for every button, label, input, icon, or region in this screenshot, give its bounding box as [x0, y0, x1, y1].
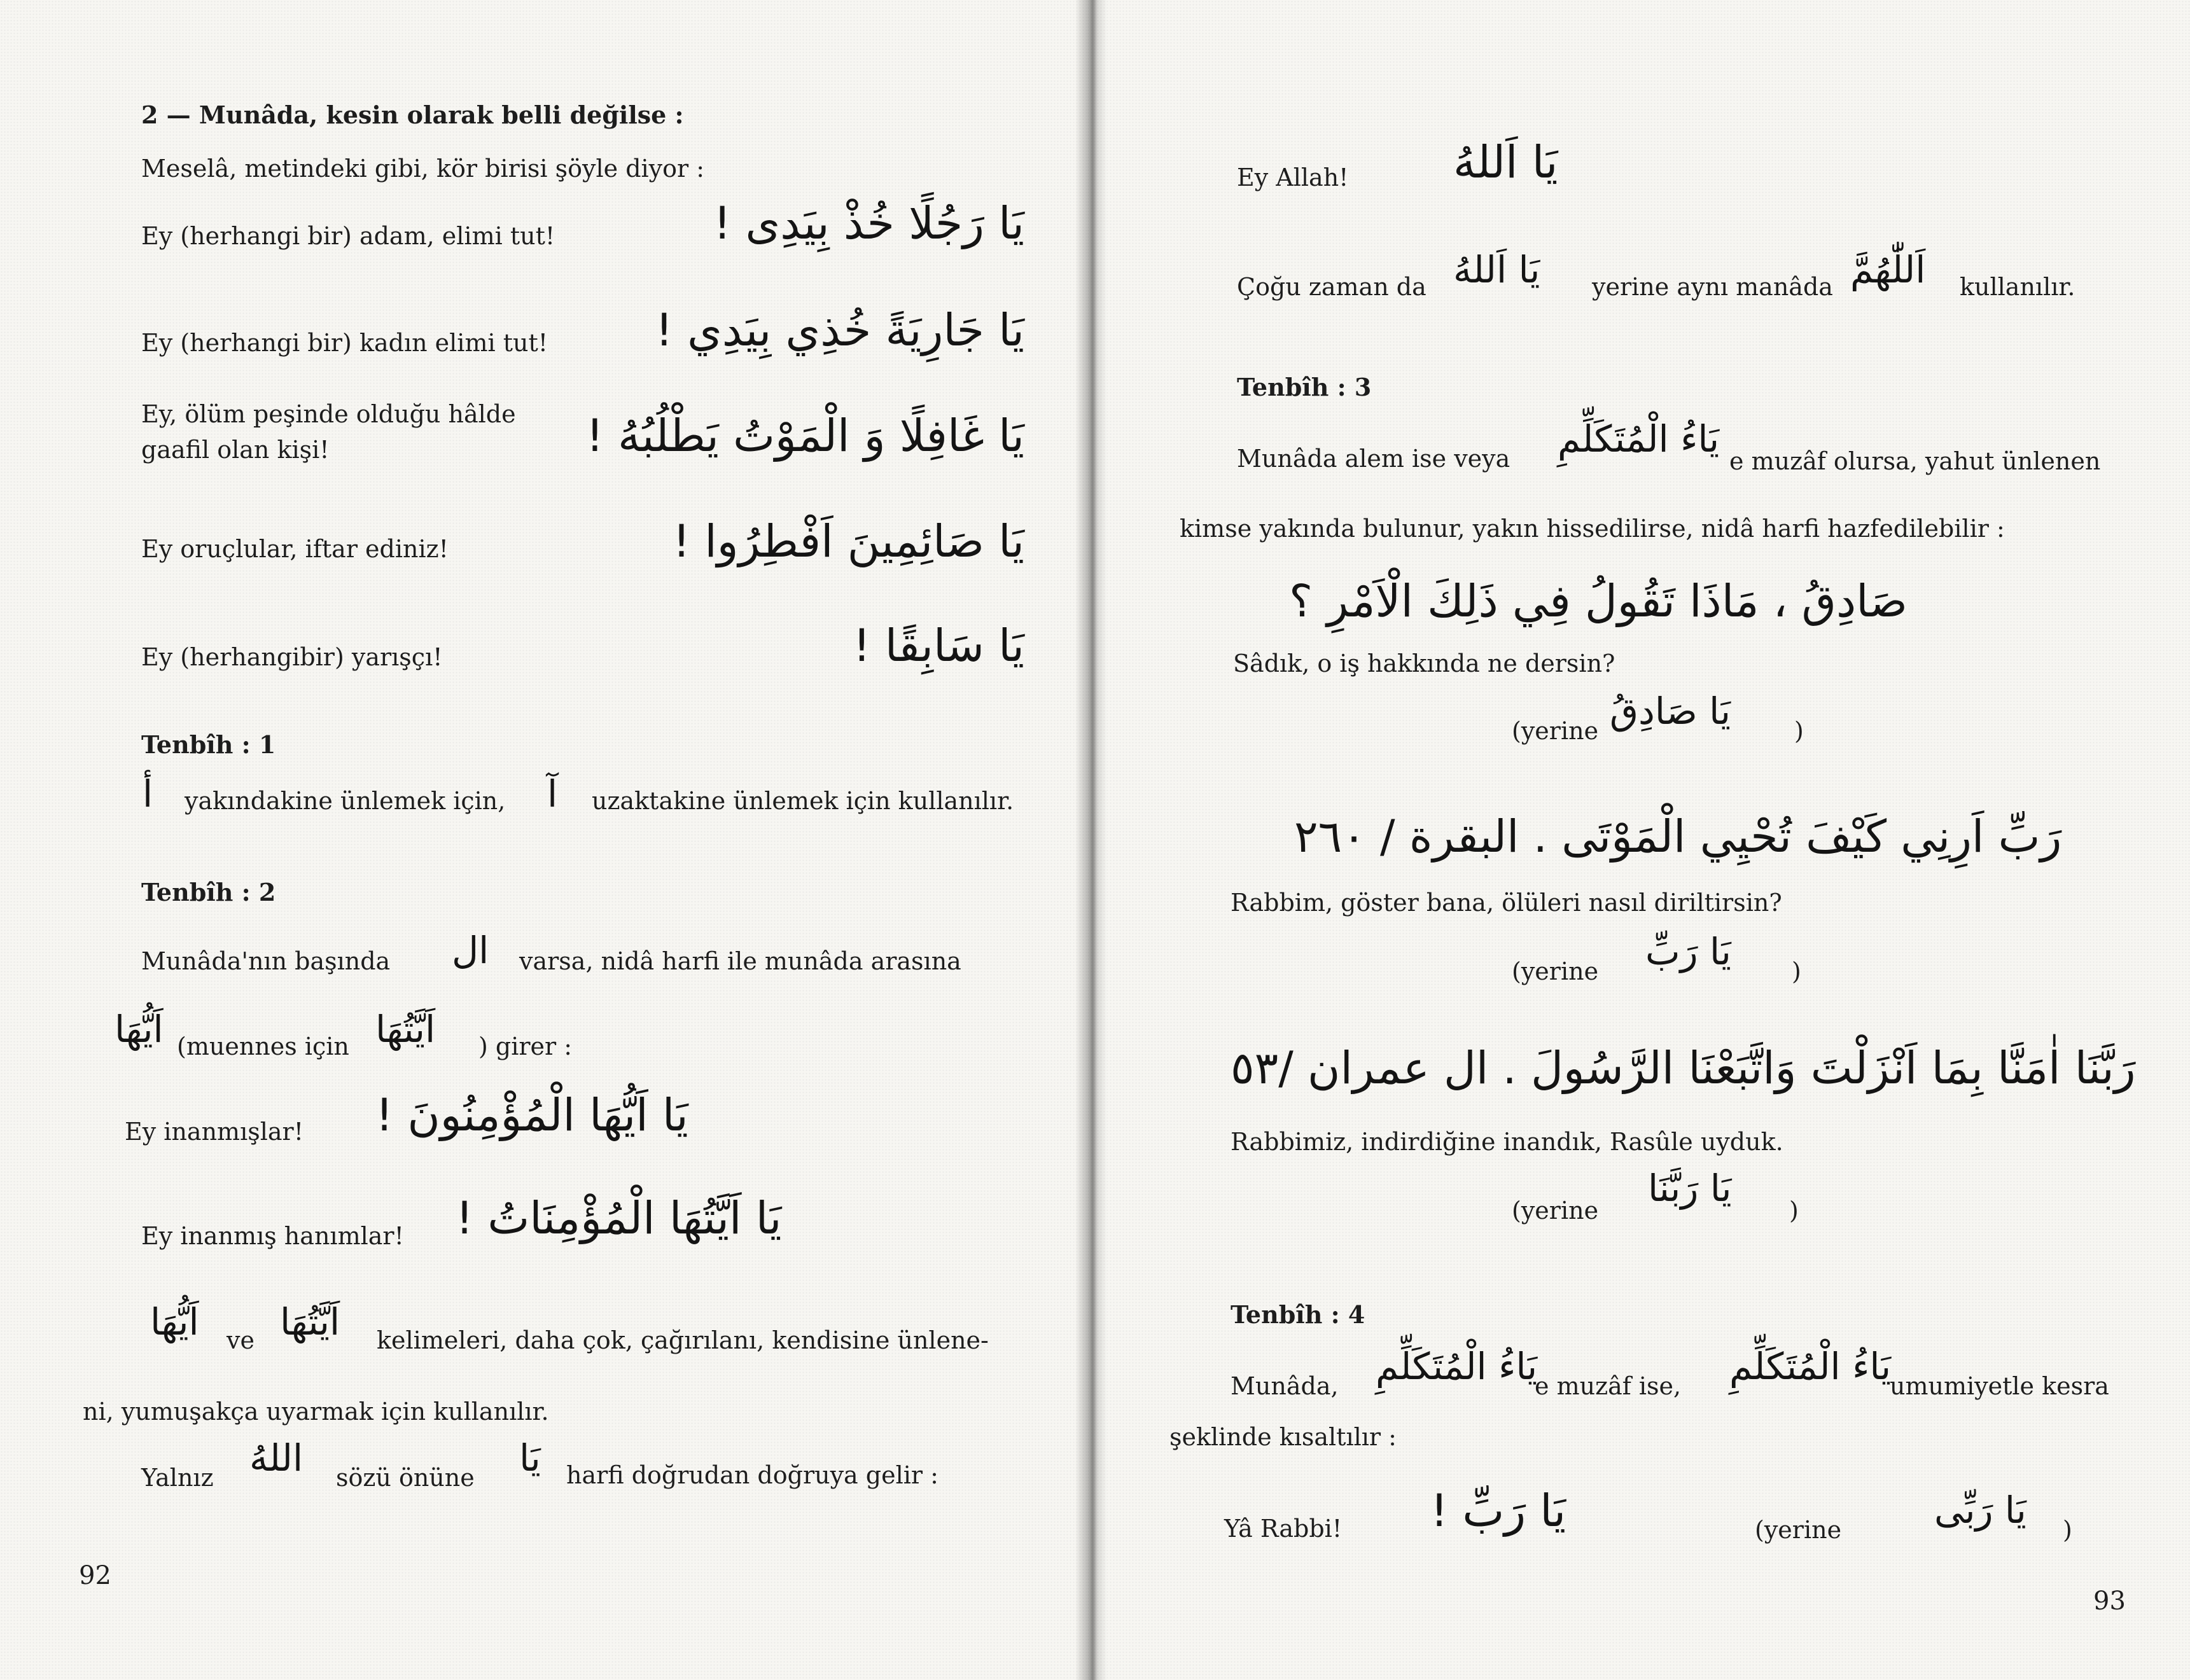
cogu-text-c: kullanılır.: [1960, 273, 2075, 301]
tenbih-2-line1-arabic: ال: [452, 929, 489, 972]
tenbih-3-line-a: Munâda alem ise veya: [1237, 445, 1510, 473]
intro-text: Meselâ, metindeki gibi, kör birisi şöyle diyor :: [141, 155, 705, 183]
page-number-right: 93: [2093, 1586, 2126, 1616]
tenbih-2-line1-b: varsa, nidâ harfi ile munâda arasına: [519, 947, 961, 975]
tenbih-2-example-2-turkish: Ey inanmış hanımlar!: [141, 1222, 404, 1250]
example-5-arabic: يَا سَابِقًا !: [853, 620, 1024, 672]
yerine-3-close: ): [1789, 1197, 1799, 1225]
tenbih-3-example-2-turkish: Rabbim, göster bana, ölüleri nasıl diriltirsin?: [1231, 889, 1782, 917]
tenbih-1-text-b: uzaktakine ünlemek için kullanılır.: [592, 787, 1014, 815]
tenbih-3-example-3-arabic: رَبَّنَا اٰمَنَّا بِمَا اَنْزَلْتَ وَاتَّبَعْنَا الرَّسُولَ . ال عمران /٥٣: [1231, 1042, 2136, 1094]
yerine-1-close: ): [1794, 717, 1804, 745]
tenbih-4-line-arabic-2: يَاءُ الْمُتَكَلِّمِ: [1729, 1345, 1892, 1388]
example-4-arabic: يَا صَائِمِينَ اَفْطِرُوا !: [673, 515, 1024, 567]
cogu-arabic-2: اَللّٰهُمَّ: [1850, 248, 1926, 291]
right-page: [1087, 0, 2190, 1680]
tenbih-3-line-b: e muzâf olursa, yahut ünlenen: [1729, 447, 2101, 475]
tenbih-1-title: Tenbîh : 1: [141, 730, 276, 759]
tenbih-2-words-text: kelimeleri, daha çok, çağırılanı, kendisine ünlene-: [377, 1326, 989, 1354]
yerine-2-arabic: يَا رَبِّ: [1645, 930, 1731, 973]
yalniz-text-a: Yalnız: [141, 1464, 214, 1492]
tenbih-2-example-1-turkish: Ey inanmışlar!: [125, 1118, 303, 1146]
section-heading: 2 — Munâda, kesin olarak belli değilse :: [141, 101, 684, 129]
example-1-turkish: Ey (herhangi bir) adam, elimi tut!: [141, 222, 555, 250]
cogu-text-a: Çoğu zaman da: [1237, 273, 1426, 301]
tenbih-3-line-2: kimse yakında bulunur, yakın hissedilirse, nidâ harfi hazfedilebilir :: [1180, 515, 2005, 543]
tenbih-3-example-3-turkish: Rabbimiz, indirdiğine inandık, Rasûle uyduk.: [1231, 1128, 1783, 1156]
tenbih-3-example-2-arabic: رَبِّ اَرِنِي كَيْفَ تُحْيِي الْمَوْتَى . البقرة / ٢٦٠: [1294, 810, 2062, 863]
yerine-2-close: ): [1792, 957, 1801, 985]
tenbih-4-example-turkish: Yâ Rabbi!: [1224, 1515, 1343, 1543]
tenbih-2-line2-arabic-1: اَيُّهَا: [115, 1008, 164, 1051]
tenbih-4-yerine-close: ): [2063, 1516, 2072, 1544]
tenbih-4-yerine-label: (yerine: [1755, 1516, 1842, 1544]
tenbih-1-text-a: yakındakine ünlemek için,: [185, 787, 506, 815]
tenbih-4-yerine-arabic: يَا رَبِّى: [1934, 1489, 2026, 1532]
yalniz-arabic-allah: اللهُ: [249, 1436, 303, 1480]
page-number-left: 92: [79, 1561, 111, 1590]
tenbih-3-example-1-turkish: Sâdık, o iş hakkında ne dersin?: [1233, 649, 1615, 677]
ey-allah-turkish: Ey Allah!: [1237, 163, 1349, 191]
example-1-arabic: يَا رَجُلًا خُذْ بِيَدِى !: [713, 197, 1024, 249]
tenbih-2-words-arabic-2: اَيَّتُهَا: [280, 1300, 340, 1343]
tenbih-2-line2-a: (muennes için: [177, 1032, 349, 1060]
tenbih-2-words-continued: ni, yumuşakça uyarmak için kullanılır.: [83, 1398, 549, 1426]
yerine-3-arabic: يَا رَبَّنَا: [1648, 1167, 1732, 1210]
example-3-turkish-line2: gaafil olan kişi!: [141, 436, 330, 464]
cogu-text-b: yerine aynı manâda: [1592, 273, 1833, 301]
tenbih-2-words-ve: ve: [227, 1326, 255, 1354]
yerine-1-label: (yerine: [1512, 717, 1599, 745]
tenbih-2-title: Tenbîh : 2: [141, 878, 276, 906]
example-5-turkish: Ey (herhangibir) yarışçı!: [141, 643, 443, 671]
tenbih-4-line-b: e muzâf ise,: [1535, 1372, 1682, 1400]
tenbih-1-arabic-b: آ: [547, 772, 558, 816]
tenbih-4-line-a: Munâda,: [1231, 1372, 1339, 1400]
tenbih-4-title: Tenbîh : 4: [1231, 1300, 1365, 1329]
tenbih-4-example-arabic: يَا رَبِّ !: [1430, 1485, 1566, 1537]
book-gutter: [1075, 0, 1107, 1680]
cogu-arabic-1: يَا اَللهُ: [1453, 248, 1540, 291]
yalniz-arabic-ya: يَا: [519, 1436, 541, 1480]
tenbih-2-line1-a: Munâda'nın başında: [141, 947, 391, 975]
tenbih-4-line-2: şeklinde kısaltılır :: [1169, 1423, 1397, 1451]
left-page: [0, 0, 1087, 1680]
tenbih-2-line2-arabic-2: اَيَّتُهَا: [375, 1008, 436, 1051]
tenbih-3-line-arabic: يَاءُ الْمُتَكَلِّمِ: [1558, 417, 1720, 461]
yalniz-text-b: sözü önüne: [336, 1464, 475, 1492]
yerine-3-label: (yerine: [1512, 1197, 1599, 1225]
example-3-arabic: يَا غَافِلًا وَ الْمَوْتُ يَطْلُبُهُ !: [585, 410, 1024, 462]
tenbih-1-arabic-a: أ: [143, 772, 153, 816]
tenbih-3-title: Tenbîh : 3: [1237, 373, 1372, 401]
example-2-arabic: يَا جَارِيَةً خُذِي بِيَدِي !: [655, 304, 1024, 356]
tenbih-4-line-arabic-1: يَاءُ الْمُتَكَلِّمِ: [1376, 1345, 1538, 1388]
yalniz-text-c: harfi doğrudan doğruya gelir :: [566, 1461, 938, 1489]
tenbih-3-example-1-arabic: صَادِقُ ، مَاذَا تَقُولُ فِي ذَلِكَ الْاَمْرِ ؟: [1289, 575, 1908, 627]
tenbih-2-line2-b: ) girer :: [478, 1032, 573, 1060]
example-2-turkish: Ey (herhangi bir) kadın elimi tut!: [141, 329, 548, 357]
example-4-turkish: Ey oruçlular, iftar ediniz!: [141, 535, 449, 563]
yerine-1-arabic: يَا صَادِقُ: [1610, 690, 1731, 733]
tenbih-4-line-c: umumiyetle kesra: [1890, 1372, 2109, 1400]
tenbih-2-words-arabic-1: اَيُّهَا: [150, 1300, 199, 1343]
tenbih-2-example-1-arabic: يَا اَيُّهَا الْمُؤْمِنُونَ !: [375, 1089, 688, 1141]
yerine-2-label: (yerine: [1512, 957, 1599, 985]
ey-allah-arabic: يَا اَللهُ: [1453, 136, 1558, 188]
example-3-turkish-line1: Ey, ölüm peşinde olduğu hâlde: [141, 400, 516, 428]
tenbih-2-example-2-arabic: يَا اَيَّتُهَا الْمُؤْمِنَاتُ !: [456, 1192, 782, 1244]
